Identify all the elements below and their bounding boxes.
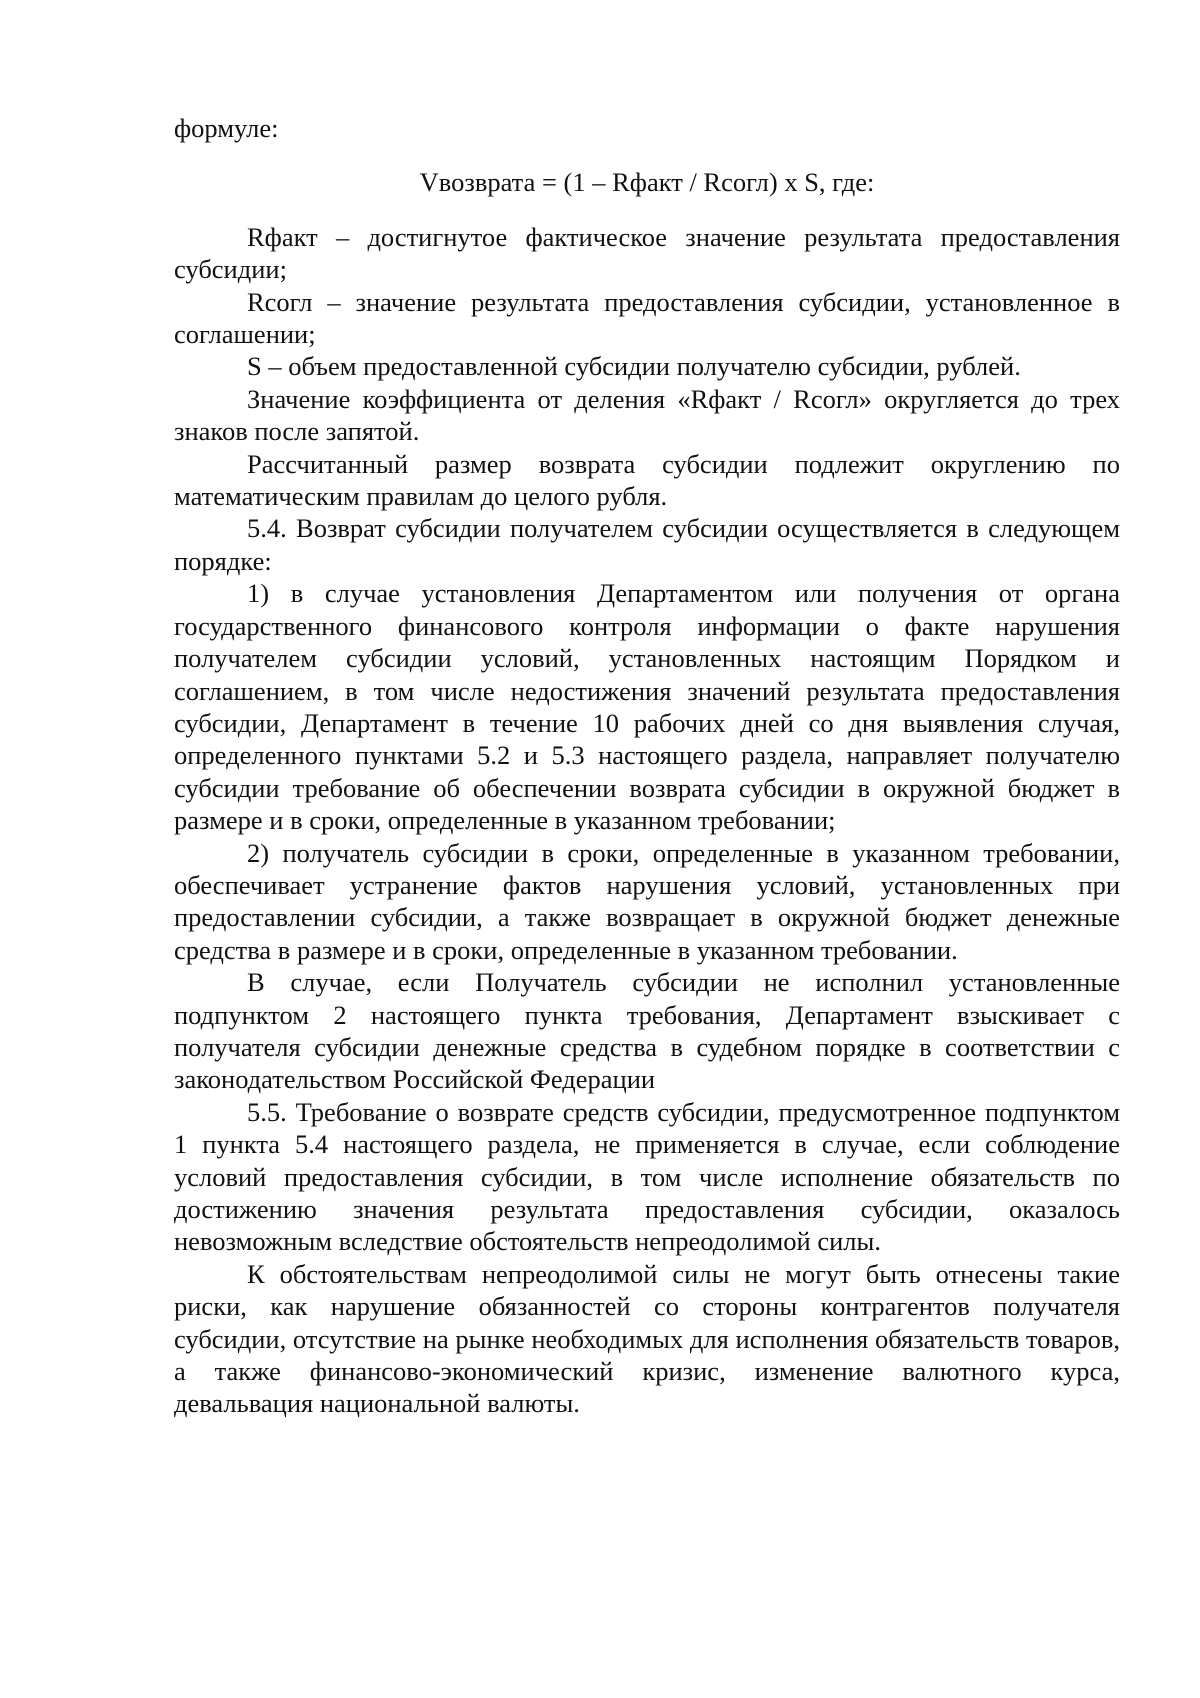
paragraph-force-majeure: К обстоятельствам непреодолимой силы не могут быть отнесены такие риски, как нарушение обязанностей со стороны контрагентов получателя субсидии, отсутствие на рынке необходимых для исполнения обязательств товаров, а также финансово-экономический кризис, изменение валютного курса, девальвация национальной валюты. [174, 1258, 1120, 1419]
paragraph-5-5: 5.5. Требование о возврате средств субсидии, предусмотренное подпунктом 1 пункта 5.4 настоящего раздела, не применяется в случае, если соблюдение условий предоставления субсидии, в том числе исполнение обязательств по достижению значения результата предоставления субсидии, оказалось невозможным вследствие обстоятельств непреодолимой силы. [174, 1096, 1120, 1257]
paragraph-5-4-2: 2) получатель субсидии в сроки, определенные в указанном требовании, обеспечивает устранение фактов нарушения условий, установленных при предоставлении субсидии, а также возвращает в окружной бюджет денежные средства в размере и в сроки, определенные в указанном требовании. [174, 837, 1120, 965]
paragraph-rounding-coef: Значение коэффициента от деления «Rфакт / Rсогл» округляется до трех знаков после запятой. [174, 383, 1120, 447]
paragraph-s: S – объем предоставленной субсидии получателю субсидии, рублей. [247, 351, 1021, 382]
paragraph-5-4: 5.4. Возврат субсидии получателем субсидии осуществляется в следующем порядке: [174, 513, 1120, 576]
document-page [174, 112, 1120, 1420]
paragraph-rsogl: Rсогл – значение результата предоставления субсидии, установленное в соглашении; [174, 286, 1120, 350]
paragraph-rounding-rub: Рассчитанный размер возврата субсидии подлежит округлению по математическим правилам до целого рубля. [174, 448, 1120, 512]
paragraph-5-4-1: 1) в случае установления Департаментом или получения от органа государственного финансового контроля информации о факте нарушения получателем субсидии условий, установленных настоящим Порядком и соглашением, в том числе недостижения значений результата предоставления субсидии, Департамент в течение 10 рабочих дней со дня выявления случая, определенного пунктами 5.2 и 5.3 настоящего раздела, направляет получателю субсидии требование об обеспечении возврата субсидии в окружной бюджет в размере и в сроки, определенные в указанном требовании; [174, 578, 1120, 836]
paragraph-rfact: Rфакт – достигнутое фактическое значение результата предоставления субсидии; [174, 221, 1120, 285]
formula: Vвозврата = (1 – Rфакт / Rсогл) x S, где: [419, 167, 875, 198]
paragraph-court: В случае, если Получатель субсидии не исполнил установленные подпунктом 2 настоящего пункта требования, Департамент взыскивает с получателя субсидии денежные средства в судебном порядке в соответствии с законодательством Российской Федерации [174, 967, 1120, 1095]
paragraph-intro: формуле: [174, 113, 279, 143]
